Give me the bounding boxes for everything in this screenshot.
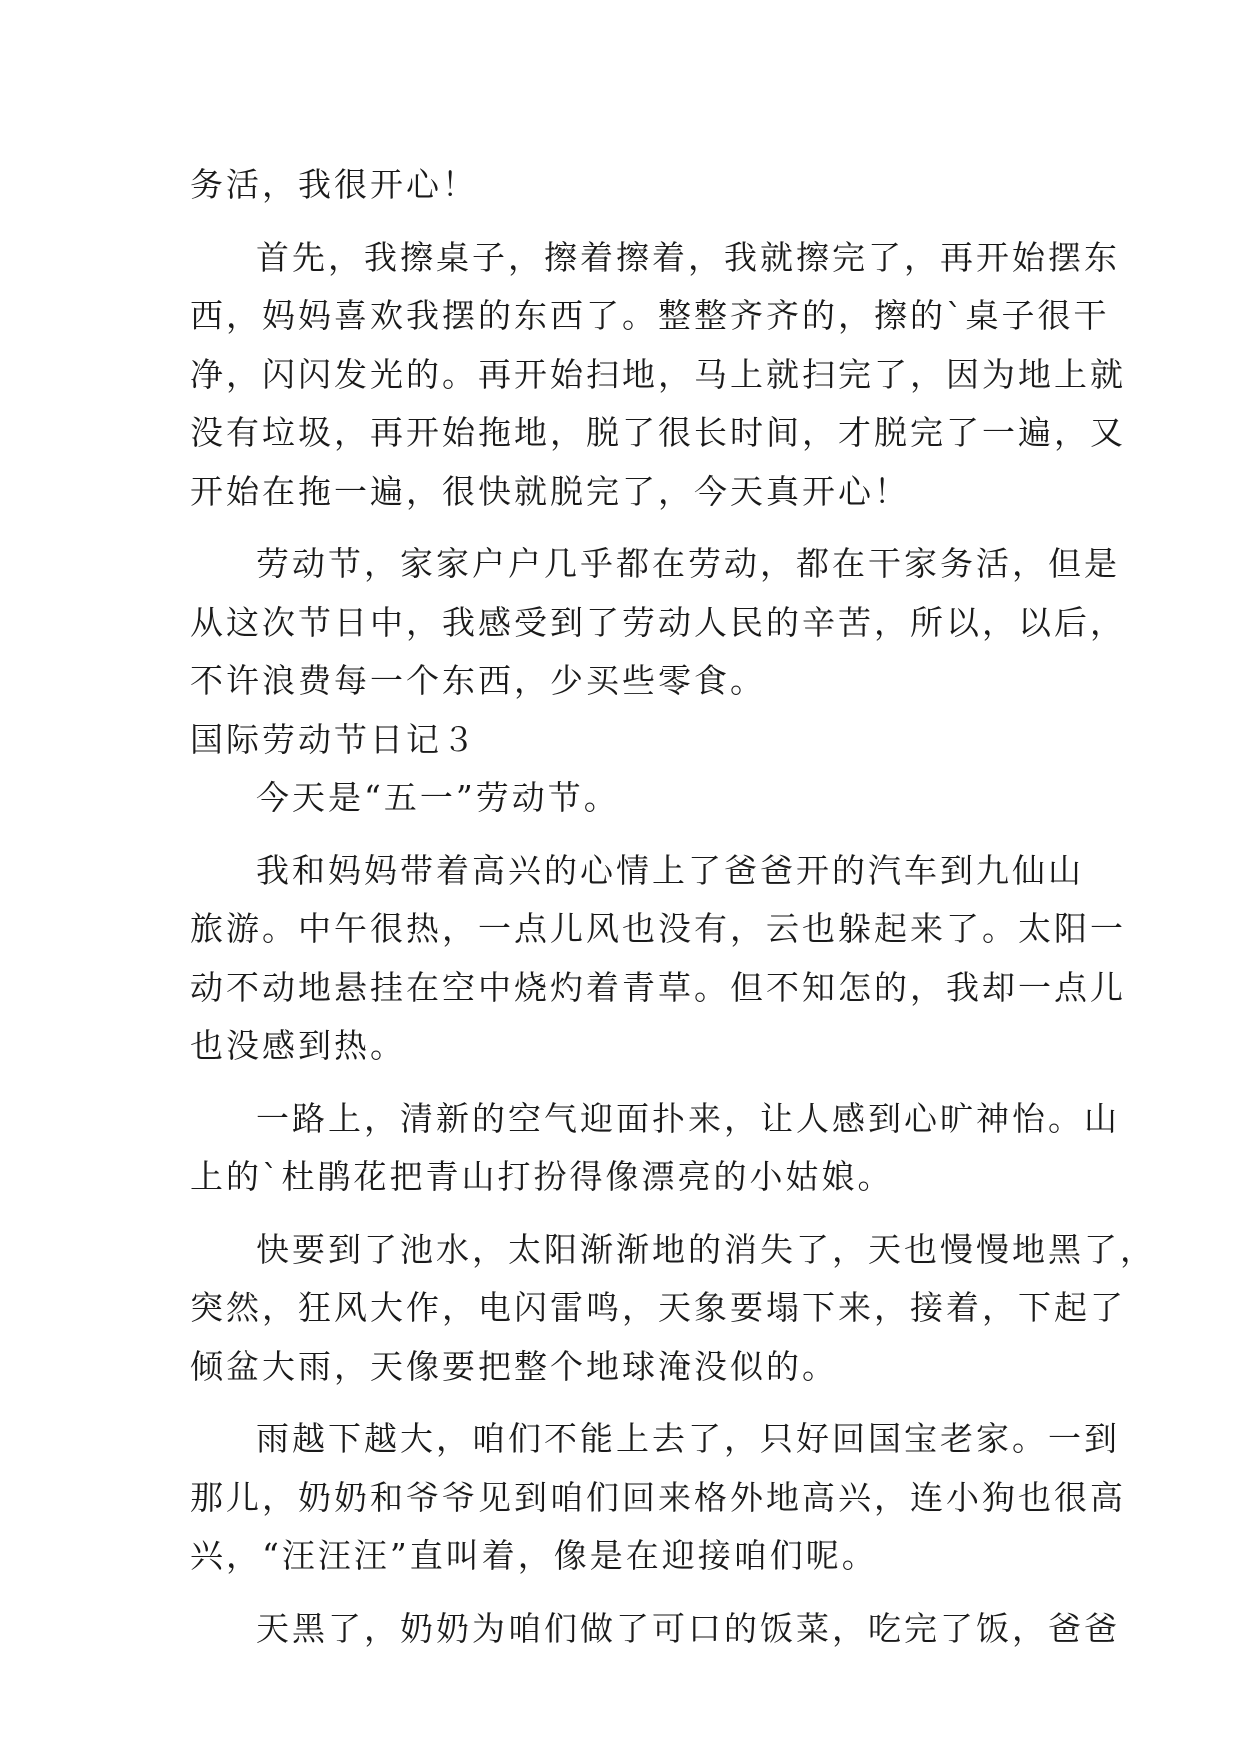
paragraph-gap (190, 1076, 1070, 1090)
paragraph-first-line: 雨越下越大，咱们不能上去了，只好回国宝老家。一到 (256, 1419, 1120, 1458)
text-line: 倾盆大雨，天像要把整个地球淹没似的。 (190, 1346, 838, 1386)
paragraph-gap (190, 521, 1070, 535)
paragraph-first-line: 快要到了池水，太阳渐渐地的消失了，天也慢慢地黑了， (256, 1229, 1156, 1269)
paragraph-gap (190, 1207, 1070, 1221)
text-line: 务活，我很开心！ (190, 165, 478, 204)
paragraph-first-line: 劳动节，家家户户几乎都在劳动，都在干家务活，但是 (256, 544, 1120, 583)
paragraph-gap (190, 1586, 1070, 1600)
text-line: 动不动地悬挂在空中烧灼着青草。但不知怎的，我却一点儿 (190, 967, 1126, 1007)
paragraph-gap (190, 215, 1070, 229)
paragraph-first-line: 我和妈妈带着高兴的心情上了爸爸开的汽车到九仙山 (256, 850, 1084, 890)
paragraph-gap (190, 828, 1070, 842)
paragraph-first-line: 首先，我擦桌子，擦着擦着，我就擦完了，再开始摆东 (256, 237, 1120, 277)
text-line: 西，妈妈喜欢我摆的东西了。整整齐齐的，擦的`桌子很干 (190, 296, 1110, 335)
text-line: 也没感到热。 (190, 1026, 406, 1065)
text-line: 突然，狂风大作，电闪雷鸣，天象要塌下来，接着，下起了 (190, 1288, 1126, 1327)
text-line: 旅游。中午很热，一点儿风也没有，云也躲起来了。太阳一 (190, 909, 1126, 948)
text-line: 从这次节日中，我感受到了劳动人民的辛苦，所以，以后， (190, 602, 1126, 642)
text-line: 净，闪闪发光的。再开始扫地，马上就扫完了，因为地上就 (190, 354, 1126, 394)
text-line: 不许浪费每一个东西，少买些零食。 (190, 661, 766, 700)
text-line: 开始在拖一遍，很快就脱完了，今天真开心！ (190, 471, 910, 511)
paragraph-first-line: 天黑了，奶奶为咱们做了可口的饭菜，吃完了饭，爸爸 (256, 1608, 1120, 1648)
paragraph-first-line: 今天是“五一”劳动节。 (256, 778, 620, 817)
paragraph-gap (190, 1396, 1070, 1410)
text-line: 兴，“汪汪汪”直叫着，像是在迎接咱们呢。 (190, 1536, 878, 1575)
text-line: 没有垃圾，再开始拖地，脱了很长时间，才脱完了一遍，又 (190, 413, 1126, 452)
paragraph-first-line: 一路上，清新的空气迎面扑来，让人感到心旷神怡。山 (256, 1098, 1120, 1138)
document-body (190, 156, 1156, 1658)
text-line: 上的`杜鹃花把青山打扮得像漂亮的小姑娘。 (190, 1157, 894, 1196)
text-line: 那儿，奶奶和爷爷见到咱们回来格外地高兴，连小狗也很高 (190, 1477, 1126, 1517)
text-line: 国际劳动节日记３ (190, 719, 478, 759)
